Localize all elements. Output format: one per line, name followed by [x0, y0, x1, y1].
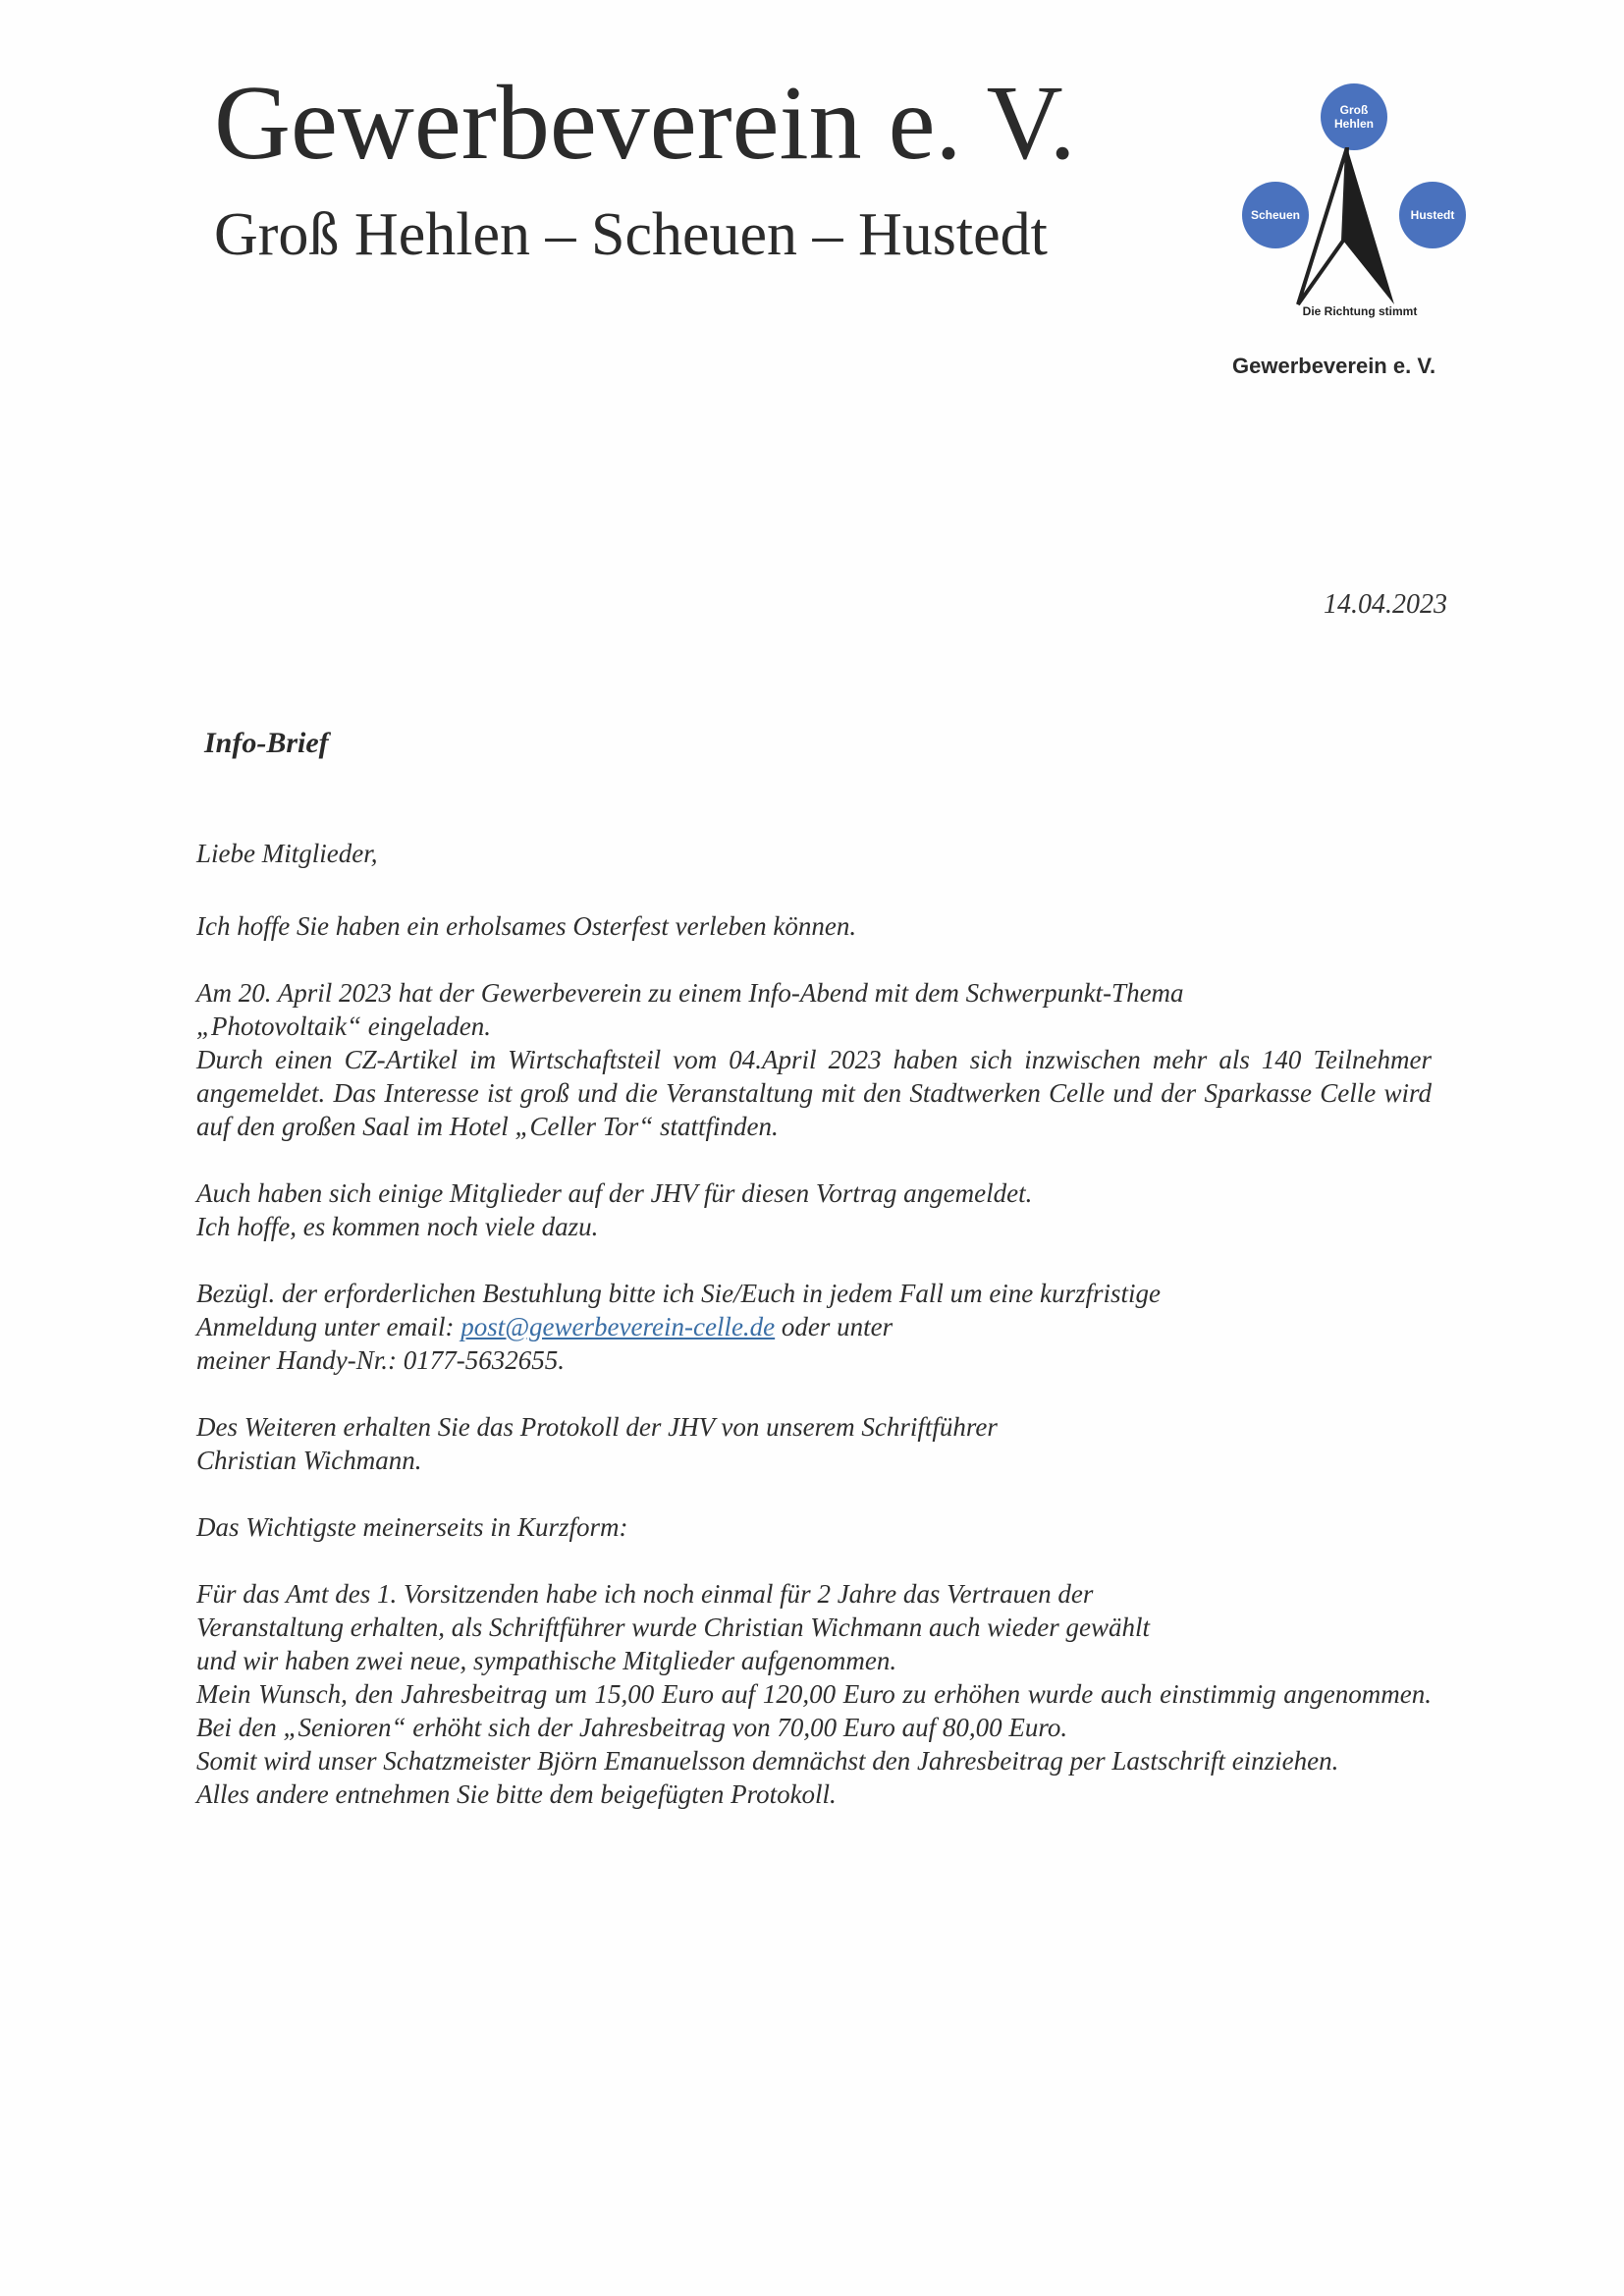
paragraph-jhv-line2: Ich hoffe, es kommen noch viele dazu.: [196, 1212, 599, 1241]
logo-slogan: Die Richtung stimmt: [1302, 304, 1418, 318]
north-arrow-icon: [1286, 147, 1404, 314]
letterhead-subtitle: Groß Hehlen – Scheuen – Hustedt: [214, 201, 1048, 268]
letter-date: 14.04.2023: [1324, 589, 1447, 620]
summary-line2: Veranstaltung erhalten, als Schriftführer wurde Christian Wichmann auch wieder gewählt: [196, 1613, 1150, 1642]
letter-subject: Info-Brief: [204, 727, 329, 759]
paragraph-protocol-line2: Christian Wichmann.: [196, 1446, 422, 1475]
email-link[interactable]: post@gewerbeverein-celle.de: [460, 1312, 776, 1341]
paragraph-easter: Ich hoffe Sie haben ein erholsames Osterfest verleben können.: [196, 911, 857, 941]
paragraph-info-evening-line2: „Photovoltaik“ eingeladen.: [196, 1011, 491, 1041]
paragraph-info-evening-line1: Am 20. April 2023 hat der Gewerbeverein zu einem Info-Abend mit dem Schwerpunkt-Thema: [196, 978, 1184, 1008]
paragraph-registrations: Durch einen CZ-Artikel im Wirtschaftsteil vom 04.April 2023 haben sich inzwischen mehr als 140 Teilnehmer angemeldet. Das Interesse ist groß und die Veranstaltung mit den Stadtwerken Celle und der Sparkasse Celle wird auf den großen Saal im Hotel „Celler Tor“ stattfinden.: [196, 1045, 1432, 1141]
phone-number: meiner Handy-Nr.: 0177-5632655.: [196, 1345, 565, 1375]
paragraph-summary-intro: Das Wichtigste meinerseits in Kurzform:: [196, 1512, 628, 1542]
summary-line3: und wir haben zwei neue, sympathische Mitglieder aufgenommen.: [196, 1646, 897, 1675]
letterhead-title: Gewerbeverein e. V.: [214, 65, 1076, 182]
salutation: Liebe Mitglieder,: [196, 839, 378, 868]
logo-circle-hustedt: Hustedt: [1399, 182, 1466, 248]
email-label: Anmeldung unter email:: [196, 1312, 461, 1341]
summary-closing: Alles andere entnehmen Sie bitte dem beigefügten Protokoll.: [196, 1779, 837, 1809]
logo-circle-gross-hehlen: Groß Hehlen: [1321, 83, 1387, 150]
paragraph-seating-line1: Bezügl. der erforderlichen Bestuhlung bitte ich Sie/Euch in jedem Fall um eine kurzfristige: [196, 1279, 1162, 1308]
summary-fee: Mein Wunsch, den Jahresbeitrag um 15,00 Euro auf 120,00 Euro zu erhöhen wurde auch einstimmig angenommen. Bei den „Senioren“ erhöht sich der Jahresbeitrag von 70,00 Euro auf 80,00 Euro.: [196, 1679, 1432, 1742]
paragraph-seating-line2: [196, 1310, 1432, 1343]
summary-line1: Für das Amt des 1. Vorsitzenden habe ich noch einmal für 2 Jahre das Vertrauen der: [196, 1579, 1094, 1609]
email-suffix: oder unter: [775, 1312, 893, 1341]
summary-treasurer: Somit wird unser Schatzmeister Björn Emanuelsson demnächst den Jahresbeitrag per Lastschrift einziehen.: [196, 1746, 1339, 1776]
letter-body: [196, 837, 1432, 1811]
logo-name: Gewerbeverein e. V.: [1232, 354, 1436, 378]
paragraph-jhv-line1: Auch haben sich einige Mitglieder auf der JHV für diesen Vortrag angemeldet.: [196, 1178, 1033, 1208]
logo-circle-scheuen: Scheuen: [1242, 182, 1309, 248]
paragraph-protocol-line1: Des Weiteren erhalten Sie das Protokoll der JHV von unserem Schriftführer: [196, 1412, 998, 1442]
association-logo: [1227, 79, 1483, 324]
